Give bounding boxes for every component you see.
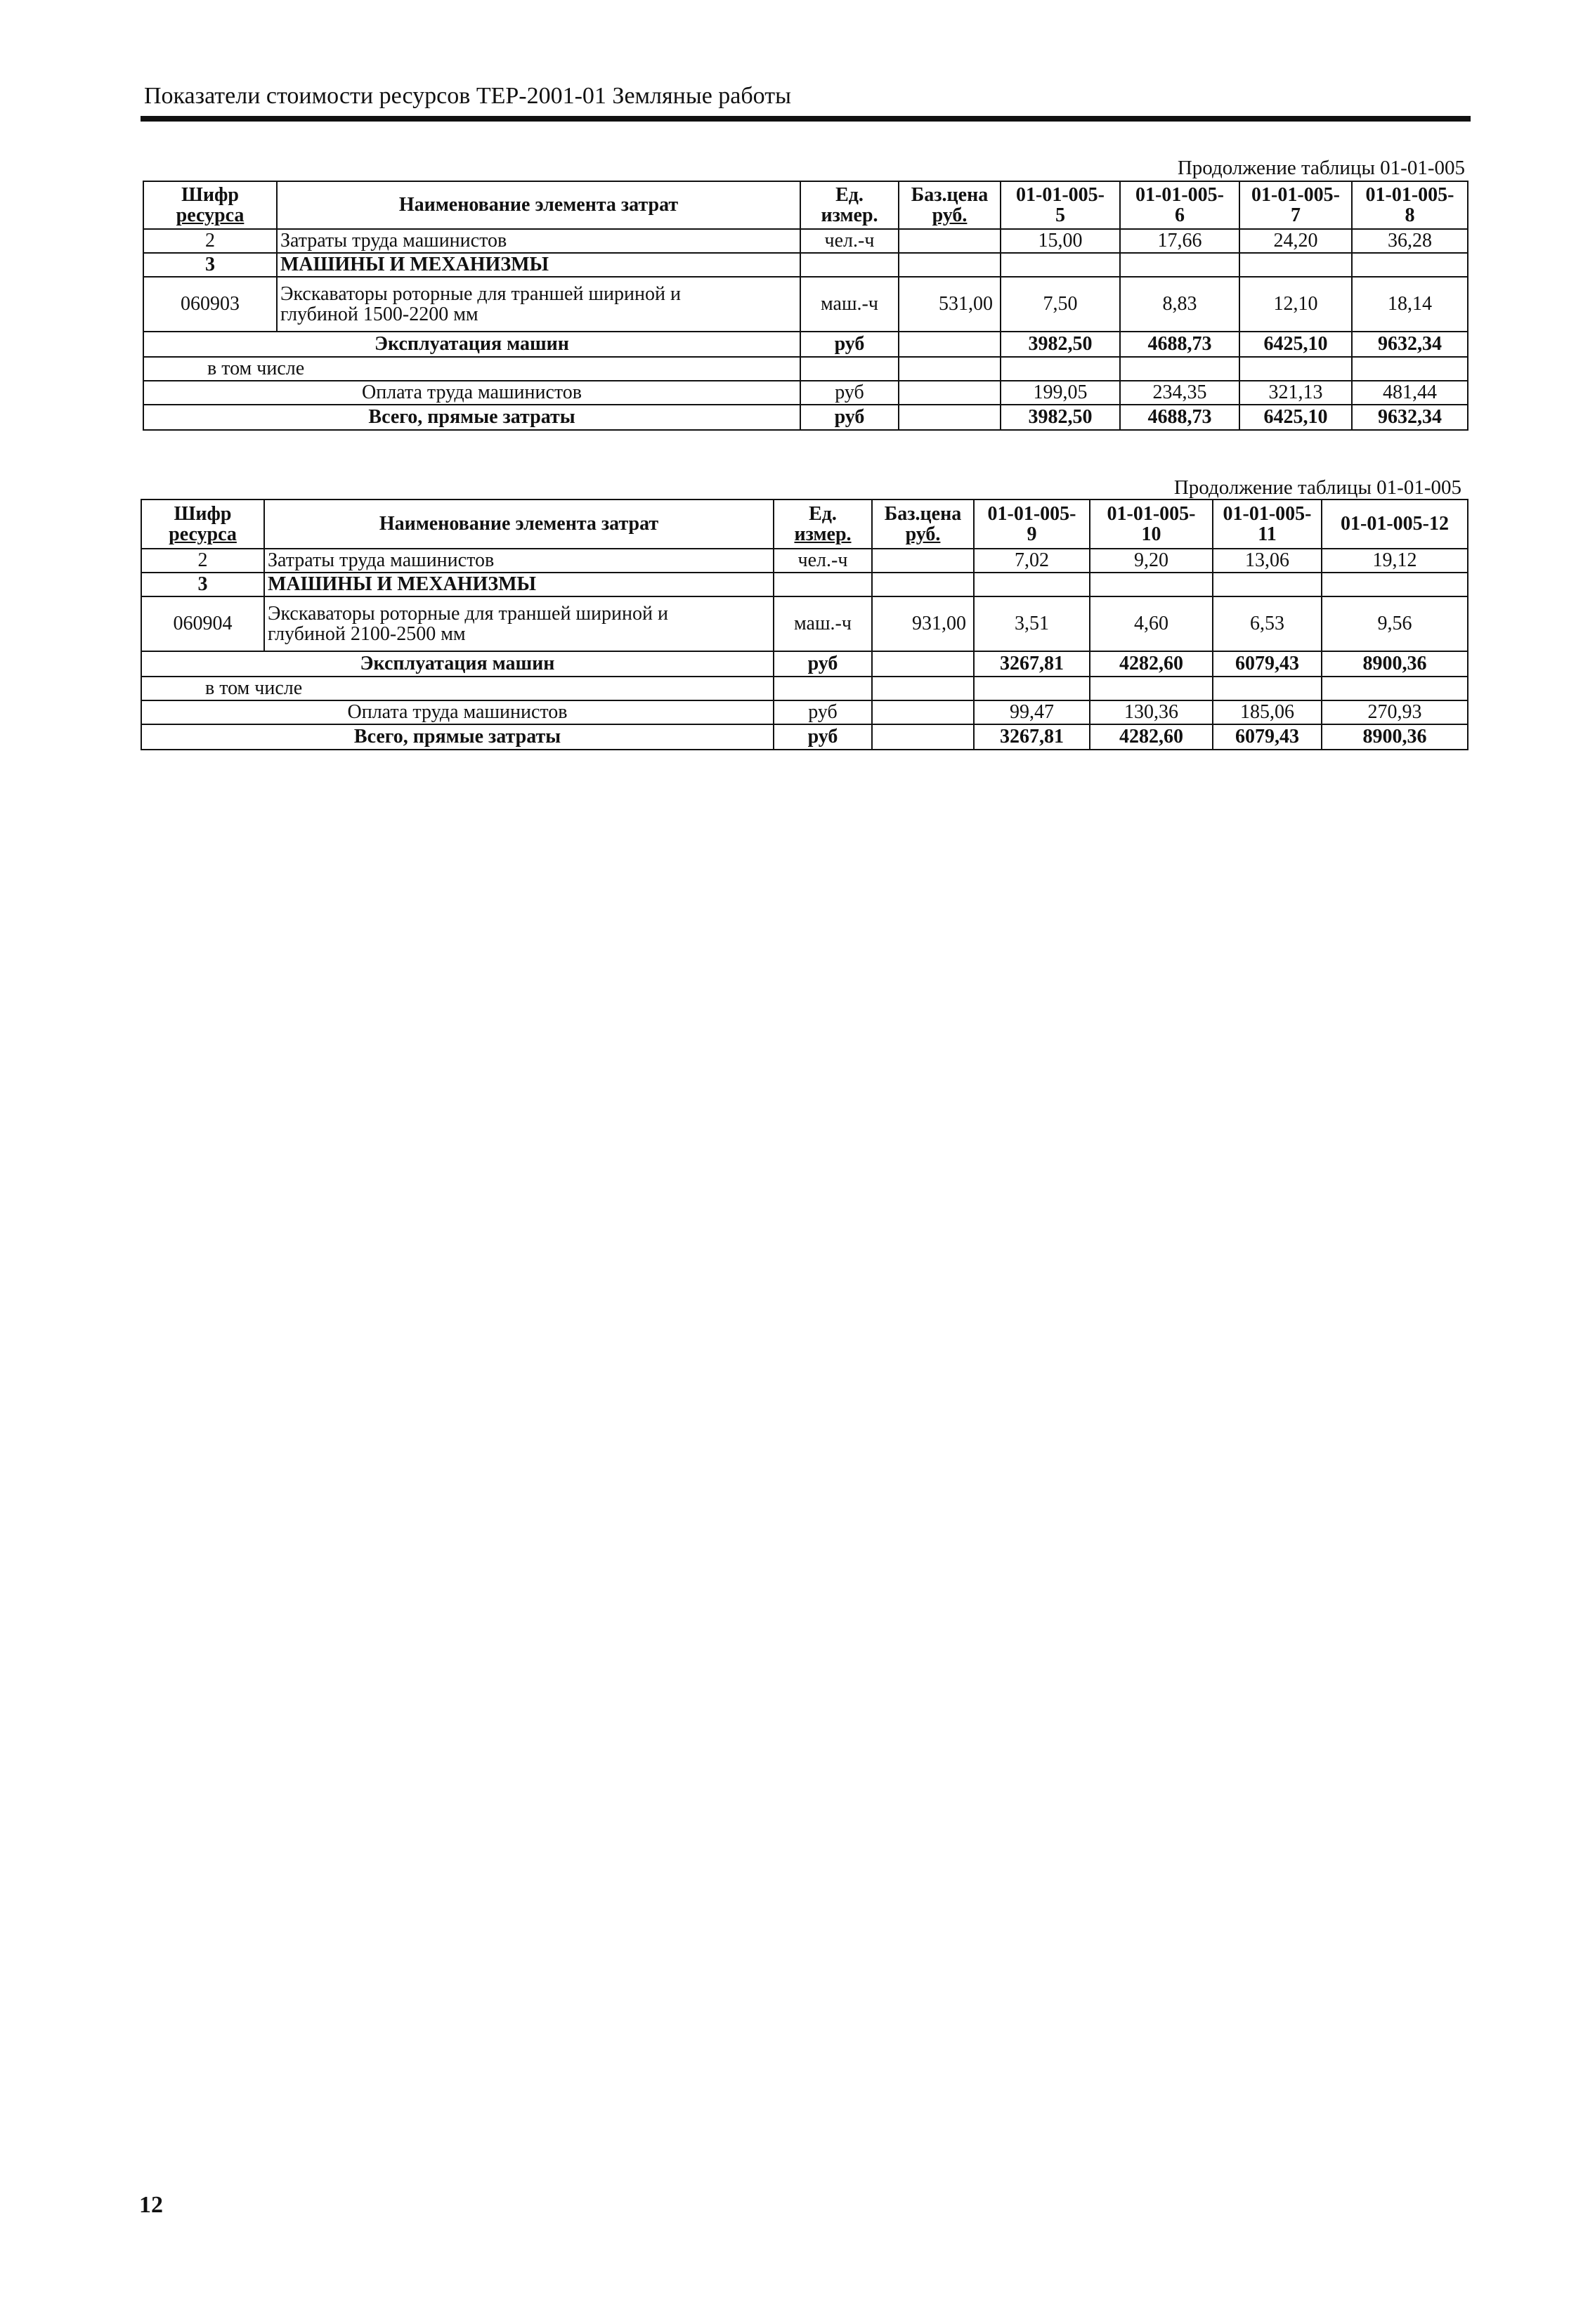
cell-value: 9632,34 <box>1352 332 1468 357</box>
cell-value: 6425,10 <box>1239 332 1352 357</box>
cell-value: 4282,60 <box>1090 724 1213 750</box>
cell-value: 6,53 <box>1213 596 1322 651</box>
cell-code: 060903 <box>143 277 277 332</box>
cell-empty <box>899 253 1001 277</box>
col-header-price: Баз.цена руб. <box>872 500 974 549</box>
cell-value: 13,06 <box>1213 549 1322 573</box>
cell-code: 2 <box>143 229 277 253</box>
cell-empty <box>974 573 1090 596</box>
section-title: МАШИНЫ И МЕХАНИЗМЫ <box>264 573 774 596</box>
col-header-unit: Ед. измер. <box>774 500 872 549</box>
cell-value: 99,47 <box>974 700 1090 724</box>
cell-empty <box>1322 573 1468 596</box>
cell-price <box>899 405 1001 430</box>
cell-value: 321,13 <box>1239 381 1352 405</box>
cell-value: 3982,50 <box>1001 332 1120 357</box>
cell-value: 4282,60 <box>1090 651 1213 677</box>
cell-name: Экскаваторы роторные для траншей шириной и глубиной 2100-2500 мм <box>264 596 774 651</box>
section-title: МАШИНЫ И МЕХАНИЗМЫ <box>277 253 800 277</box>
cell-price <box>872 724 974 750</box>
cell-name: Экскаваторы роторные для траншей шириной и глубиной 1500-2200 мм <box>277 277 800 332</box>
cell-value: 185,06 <box>1213 700 1322 724</box>
cell-value: 7,50 <box>1001 277 1120 332</box>
cell-value: 199,05 <box>1001 381 1120 405</box>
cell-name: Оплата труда машинистов <box>143 381 800 405</box>
cell-price <box>899 229 1001 253</box>
cell-value: 270,93 <box>1322 700 1468 724</box>
col-header-code: 01-01-005- 7 <box>1239 181 1352 229</box>
col-header-shifr: Шифр ресурса <box>143 181 277 229</box>
cell-empty <box>1120 253 1239 277</box>
cell-name: Всего, прямые затраты <box>141 724 774 750</box>
cell-code: 060904 <box>141 596 264 651</box>
cell-empty <box>800 253 899 277</box>
cell-name: Оплата труда машинистов <box>141 700 774 724</box>
cell-empty <box>1213 573 1322 596</box>
cell-price <box>872 700 974 724</box>
cell-value: 481,44 <box>1352 381 1468 405</box>
cell-code: 3 <box>143 253 277 277</box>
page-number: 12 <box>139 2192 163 2218</box>
cell-value: 130,36 <box>1090 700 1213 724</box>
cell-empty <box>1001 357 1120 381</box>
cell-value: 3,51 <box>974 596 1090 651</box>
table-row-including <box>141 677 1468 700</box>
cell-name: Затраты труда машинистов <box>264 549 774 573</box>
cell-unit: руб <box>800 332 899 357</box>
table-row-resource <box>143 277 1468 332</box>
col-header-code: 01-01-005-12 <box>1322 500 1468 549</box>
cell-value: 4688,73 <box>1120 332 1239 357</box>
cell-empty <box>1352 357 1468 381</box>
cell-value: 6079,43 <box>1213 651 1322 677</box>
col-header-unit: Ед. измер. <box>800 181 899 229</box>
cell-name: Эксплуатация машин <box>141 651 774 677</box>
page-header: Показатели стоимости ресурсов ТЕР-2001-01 Земляные работы <box>144 83 791 109</box>
col-header-code: 01-01-005- 6 <box>1120 181 1239 229</box>
cell-price <box>899 332 1001 357</box>
cell-price: 931,00 <box>872 596 974 651</box>
cell-value: 36,28 <box>1352 229 1468 253</box>
table-2 <box>141 499 1468 750</box>
cell-unit: маш.-ч <box>800 277 899 332</box>
table-1-caption: Продолжение таблицы 01-01-005 <box>1177 157 1465 179</box>
cell-price <box>872 651 974 677</box>
table-row-wages <box>141 700 1468 724</box>
cell-empty <box>1239 253 1352 277</box>
cell-value: 8900,36 <box>1322 651 1468 677</box>
table-row-resource <box>141 596 1468 651</box>
cell-name: в том числе <box>143 357 800 381</box>
cell-value: 12,10 <box>1239 277 1352 332</box>
cell-empty <box>1090 573 1213 596</box>
table-row-total <box>143 405 1468 430</box>
cell-value: 9632,34 <box>1352 405 1468 430</box>
cell-empty <box>1213 677 1322 700</box>
table-row-operation <box>143 332 1468 357</box>
table-row-including <box>143 357 1468 381</box>
cell-empty <box>774 573 872 596</box>
cell-value: 19,12 <box>1322 549 1468 573</box>
cell-unit: чел.-ч <box>774 549 872 573</box>
cell-empty <box>1239 357 1352 381</box>
cell-empty <box>800 357 899 381</box>
table-row-section <box>143 253 1468 277</box>
cell-empty <box>1090 677 1213 700</box>
cell-value: 6425,10 <box>1239 405 1352 430</box>
cell-name: Всего, прямые затраты <box>143 405 800 430</box>
col-header-code: 01-01-005- 9 <box>974 500 1090 549</box>
cell-value: 17,66 <box>1120 229 1239 253</box>
cell-value: 9,20 <box>1090 549 1213 573</box>
cell-unit: руб <box>774 651 872 677</box>
cell-unit: руб <box>774 700 872 724</box>
cell-price <box>872 549 974 573</box>
cell-empty <box>1120 357 1239 381</box>
cell-name: Затраты труда машинистов <box>277 229 800 253</box>
table-row-section <box>141 573 1468 596</box>
cell-value: 6079,43 <box>1213 724 1322 750</box>
cell-empty <box>872 677 974 700</box>
cell-value: 8900,36 <box>1322 724 1468 750</box>
cell-price <box>899 381 1001 405</box>
table-row-labor <box>143 229 1468 253</box>
table-row-labor <box>141 549 1468 573</box>
col-header-code: 01-01-005- 10 <box>1090 500 1213 549</box>
cell-empty <box>774 677 872 700</box>
col-header-code: 01-01-005- 5 <box>1001 181 1120 229</box>
cell-value: 9,56 <box>1322 596 1468 651</box>
table-row-total <box>141 724 1468 750</box>
cell-value: 4,60 <box>1090 596 1213 651</box>
cell-value: 7,02 <box>974 549 1090 573</box>
cell-unit: чел.-ч <box>800 229 899 253</box>
cell-code: 3 <box>141 573 264 596</box>
cell-value: 18,14 <box>1352 277 1468 332</box>
cell-value: 234,35 <box>1120 381 1239 405</box>
cell-value: 8,83 <box>1120 277 1239 332</box>
table-2-caption: Продолжение таблицы 01-01-005 <box>1173 476 1461 499</box>
cell-empty <box>1352 253 1468 277</box>
cell-value: 15,00 <box>1001 229 1120 253</box>
cell-unit: маш.-ч <box>774 596 872 651</box>
cell-name: в том числе <box>141 677 774 700</box>
cell-empty <box>974 677 1090 700</box>
cell-value: 24,20 <box>1239 229 1352 253</box>
cell-value: 3267,81 <box>974 724 1090 750</box>
table-row-operation <box>141 651 1468 677</box>
cell-value: 3267,81 <box>974 651 1090 677</box>
cell-value: 3982,50 <box>1001 405 1120 430</box>
cell-price: 531,00 <box>899 277 1001 332</box>
cell-code: 2 <box>141 549 264 573</box>
header-rule <box>141 116 1471 122</box>
col-header-name: Наименование элемента затрат <box>264 500 774 549</box>
cell-unit: руб <box>800 405 899 430</box>
table-header-row <box>141 500 1468 549</box>
col-header-name: Наименование элемента затрат <box>277 181 800 229</box>
table-row-wages <box>143 381 1468 405</box>
col-header-shifr: Шифр ресурса <box>141 500 264 549</box>
cell-empty <box>1322 677 1468 700</box>
cell-unit: руб <box>774 724 872 750</box>
cell-value: 4688,73 <box>1120 405 1239 430</box>
cell-name: Эксплуатация машин <box>143 332 800 357</box>
table-header-row <box>143 181 1468 229</box>
cell-unit: руб <box>800 381 899 405</box>
cell-empty <box>872 573 974 596</box>
col-header-price: Баз.цена руб. <box>899 181 1001 229</box>
cell-empty <box>899 357 1001 381</box>
table-1 <box>143 181 1468 431</box>
col-header-code: 01-01-005- 8 <box>1352 181 1468 229</box>
cell-empty <box>1001 253 1120 277</box>
col-header-code: 01-01-005- 11 <box>1213 500 1322 549</box>
